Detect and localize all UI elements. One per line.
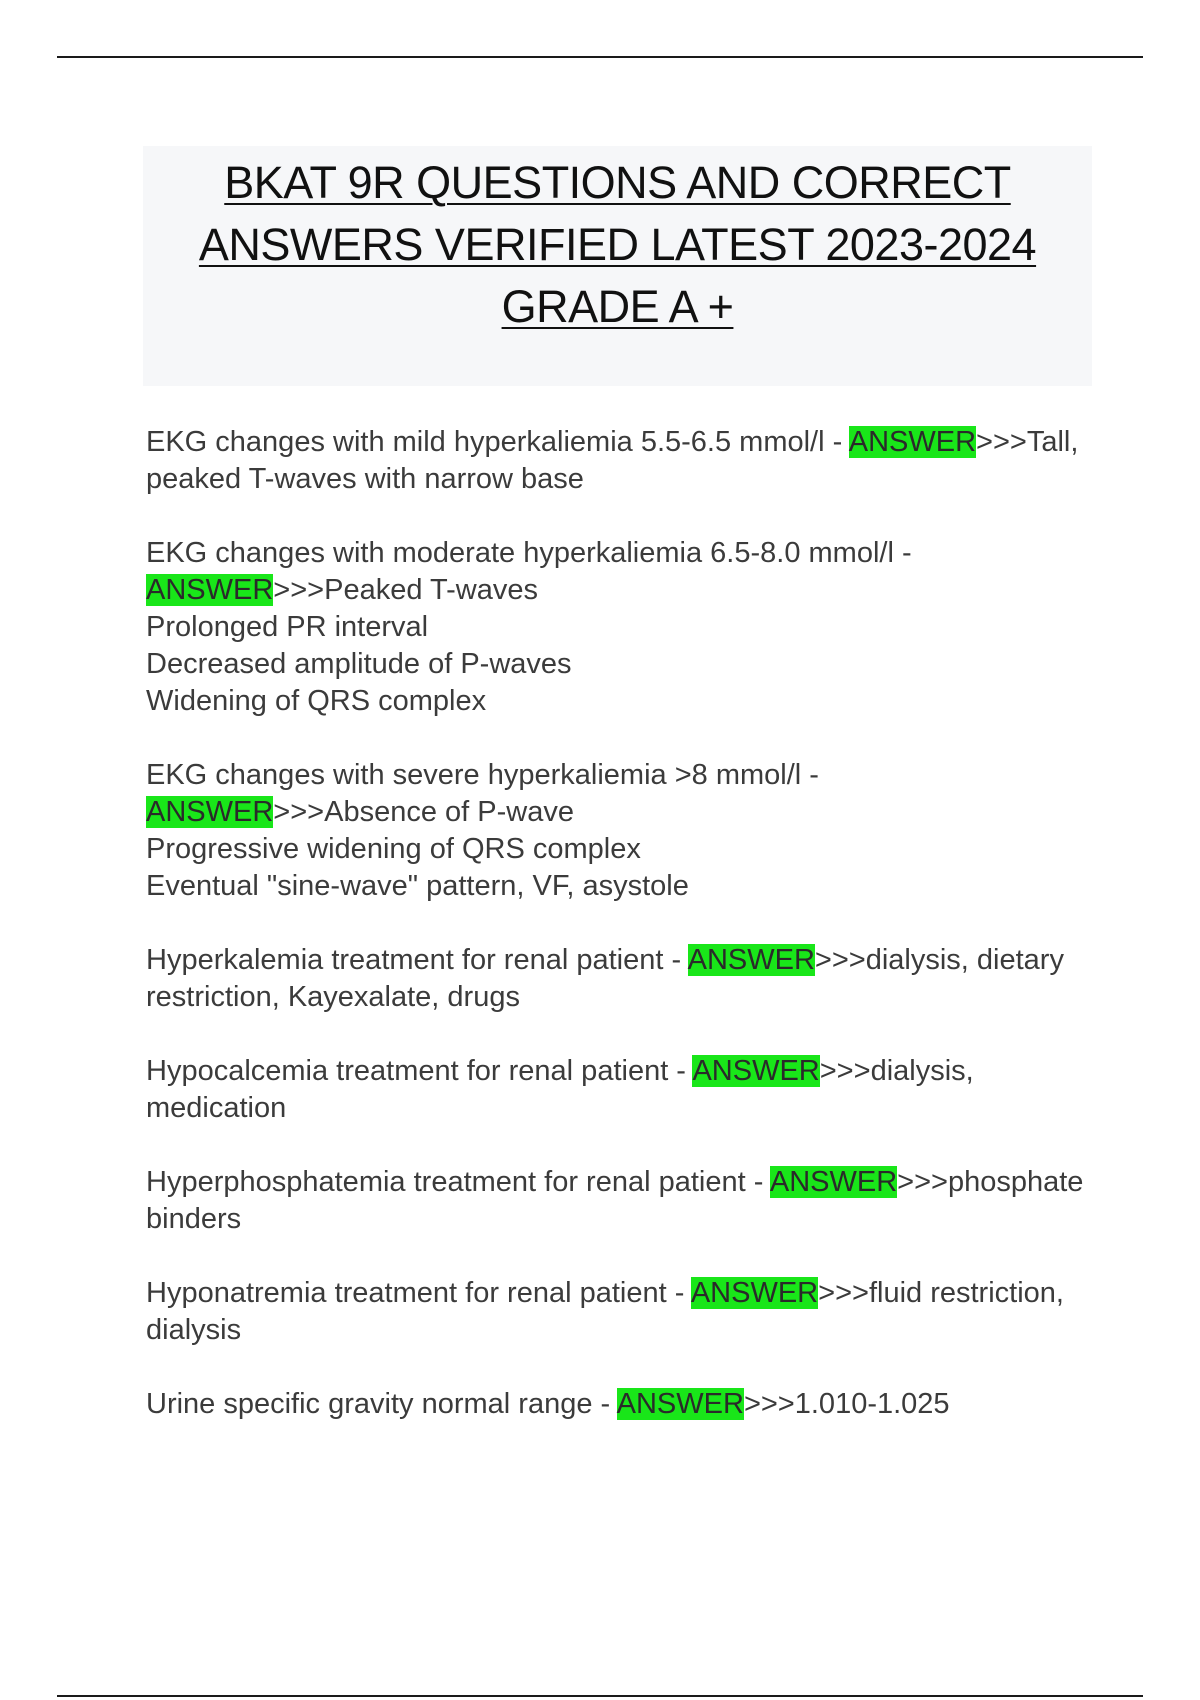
answer-text: Eventual "sine-wave" pattern, VF, asystole — [146, 870, 689, 902]
question-text: Hyperphosphatemia treatment for renal patient - — [146, 1166, 764, 1198]
answer-text: phosphate binders — [146, 1166, 1084, 1235]
answer-marker: >>> — [818, 1277, 869, 1309]
answer-marker: >>> — [273, 796, 325, 828]
qa-text — [146, 1164, 1106, 1238]
qa-text — [146, 535, 1106, 720]
question-text: Hyperkalemia treatment for renal patient - — [146, 944, 682, 976]
title-line: GRADE A + — [501, 281, 734, 332]
question-text: Hyponatremia treatment for renal patient - — [146, 1277, 685, 1309]
answer-text: fluid restriction, dialysis — [146, 1277, 1064, 1346]
qa-text — [146, 424, 1106, 498]
answer-keyword-highlight: ANSWER — [687, 944, 815, 976]
question-text: Hypocalcemia treatment for renal patient - — [146, 1055, 686, 1087]
question-text: EKG changes with severe hyperkaliemia >8 mmol/l - — [146, 759, 819, 791]
answer-text: Widening of QRS complex — [146, 685, 487, 717]
qa-item — [146, 1053, 1106, 1127]
answer-text: 1.010-1.025 — [794, 1388, 950, 1420]
answer-text: Decreased amplitude of P-waves — [146, 648, 572, 680]
qa-text — [146, 757, 1106, 905]
qa-text — [146, 1275, 1106, 1349]
answer-text: dialysis, medication — [146, 1055, 974, 1124]
answer-marker: >>> — [273, 574, 325, 606]
qa-item — [146, 535, 1106, 720]
title-line: BKAT 9R QUESTIONS AND CORRECT — [224, 157, 1011, 208]
title-box — [143, 146, 1092, 386]
answer-keyword-highlight: ANSWER — [616, 1388, 744, 1420]
answer-keyword-highlight: ANSWER — [146, 574, 274, 606]
answer-marker: >>> — [743, 1388, 795, 1420]
qa-text — [146, 1053, 1106, 1127]
question-text: EKG changes with moderate hyperkaliemia 6.5-8.0 mmol/l - — [146, 537, 912, 569]
qa-text — [146, 942, 1106, 1016]
question-text: Urine specific gravity normal range - — [146, 1388, 611, 1420]
answer-marker: >>> — [897, 1166, 948, 1198]
qa-item — [146, 1386, 1106, 1423]
document-title — [143, 146, 1092, 338]
answer-keyword-highlight: ANSWER — [848, 426, 977, 458]
answer-text: Tall, peaked T-waves with narrow base — [146, 426, 1079, 495]
answer-text: Absence of P-wave — [324, 796, 574, 828]
qa-item — [146, 942, 1106, 1016]
answer-text: Peaked T-waves — [324, 574, 538, 606]
answer-keyword-highlight: ANSWER — [692, 1055, 820, 1087]
qa-list — [146, 424, 1106, 1460]
qa-item — [146, 1275, 1106, 1349]
answer-text: Prolonged PR interval — [146, 611, 429, 643]
title-line: ANSWERS VERIFIED LATEST 2023-2024 — [198, 219, 1037, 270]
answer-marker: >>> — [819, 1055, 871, 1087]
answer-text: dialysis, dietary restriction, Kayexalate, drugs — [146, 944, 1064, 1013]
qa-item — [146, 424, 1106, 498]
answer-keyword-highlight: ANSWER — [690, 1277, 819, 1309]
qa-item — [146, 757, 1106, 905]
answer-keyword-highlight: ANSWER — [146, 796, 274, 828]
qa-item — [146, 1164, 1106, 1238]
answer-keyword-highlight: ANSWER — [769, 1166, 898, 1198]
question-text: EKG changes with mild hyperkaliemia 5.5-6.5 mmol/l - — [146, 426, 843, 458]
qa-text — [146, 1386, 1106, 1423]
answer-marker: >>> — [976, 426, 1027, 458]
answer-text: Progressive widening of QRS complex — [146, 833, 641, 865]
answer-marker: >>> — [814, 944, 866, 976]
footer-rule — [57, 1695, 1143, 1697]
header-rule — [57, 56, 1143, 58]
